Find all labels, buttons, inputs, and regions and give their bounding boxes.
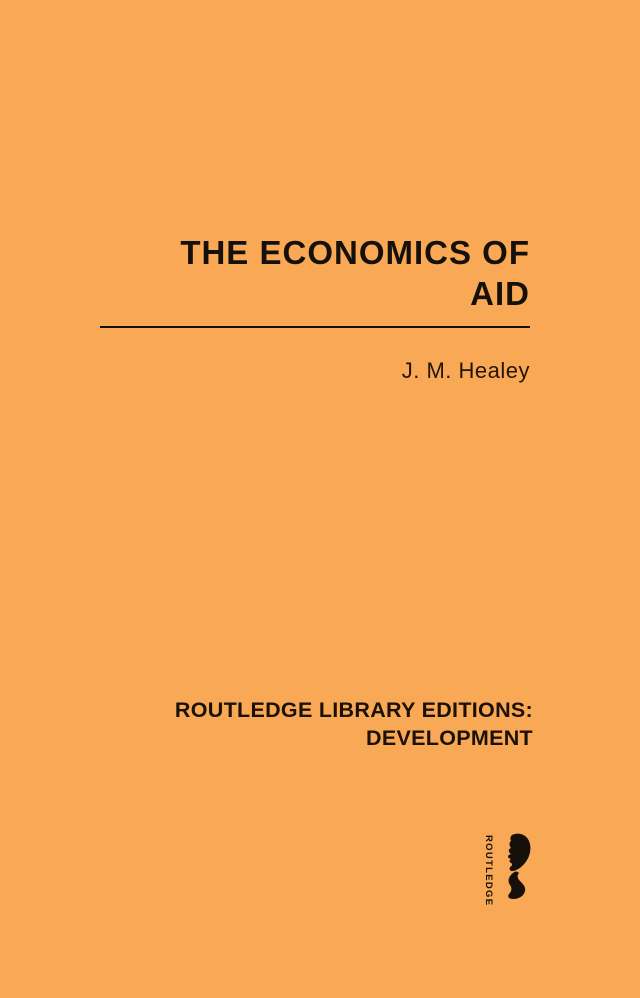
routledge-r-head-icon xyxy=(496,833,532,901)
book-title xyxy=(100,232,530,314)
book-title-line-1: THE ECONOMICS OF xyxy=(180,234,530,271)
series-line-1: ROUTLEDGE LIBRARY EDITIONS: xyxy=(174,698,533,722)
series-title xyxy=(100,696,533,752)
series-line-2: DEVELOPMENT xyxy=(366,726,533,750)
author-name: J. M. Healey xyxy=(401,358,530,383)
title-block xyxy=(100,232,530,384)
routledge-wordmark: ROUTLEDGE xyxy=(483,835,494,907)
book-title-line-2: AID xyxy=(470,275,530,312)
routledge-logo xyxy=(483,833,532,907)
title-underline-rule xyxy=(100,326,530,328)
